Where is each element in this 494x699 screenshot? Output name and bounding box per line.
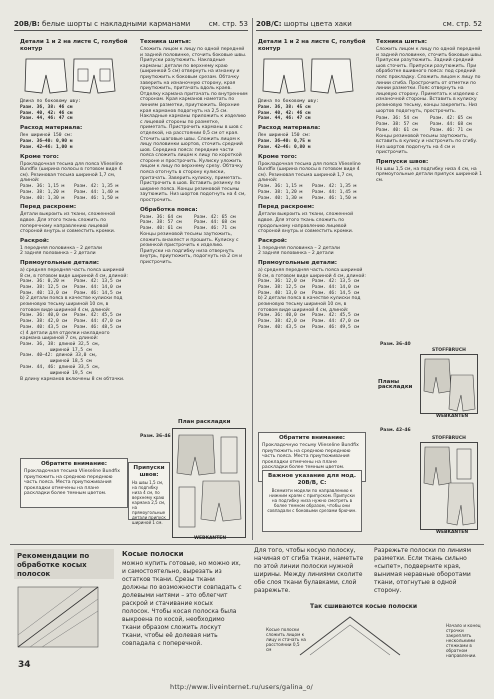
left-rect-b-size: Разм. 44: 47,0 см: [74, 319, 122, 325]
left-elastic-size: Разм. 44: 1,40 м: [74, 189, 119, 195]
left-cut-title: Перед раскроем:: [20, 204, 77, 211]
recommendations-title-box: [14, 549, 114, 579]
right-rect-b-size: Разм. 36: 40,0 см: [258, 313, 306, 319]
left-rect-grid: [20, 279, 128, 296]
left-lengths: [20, 99, 128, 122]
left-shorts-front-outline: [25, 59, 67, 93]
left-layout-plan: [172, 428, 246, 538]
left-elastic-size: Разм. 36: 1,15 м: [20, 183, 65, 189]
left-layout-line: 1 передняя половинка – 2 детали: [20, 245, 102, 251]
left-layout-title: Раскрой:: [20, 237, 49, 244]
right-layout-pieces-1: [421, 355, 477, 413]
left-rect-size: Разм. 42: 13,5 см: [74, 279, 122, 285]
left-elastic-grid: [20, 184, 128, 201]
right-layout-piece: [424, 359, 451, 393]
left-tech-size: Разм. 46: 71 см: [194, 226, 236, 232]
left-layout-rect: [221, 437, 237, 473]
left-rect-b-grid: [20, 313, 128, 330]
left-header: [14, 18, 248, 31]
bias-title: Косые полоски: [122, 550, 184, 558]
left-rect-c-size: шириной 17,5 см: [50, 347, 92, 353]
left-rect-b-size: Разм. 36: 40,0 см: [20, 313, 68, 319]
bias-strip-column-3: [374, 547, 484, 595]
left-rect-c-size: Разм. 44, 46: длиной 33,5 см,: [20, 365, 101, 371]
source-url: http://www.liveinternet.ru/users/galina_o/: [170, 683, 313, 691]
right-length-line: Длина по боковому шву:: [258, 99, 319, 104]
left-material-line: Лен шириной 150 см:: [20, 133, 73, 139]
left-material-title: Расход материала:: [20, 125, 83, 132]
page-number: 34: [18, 660, 31, 670]
left-tech-block: [140, 36, 248, 410]
strip-seam-line: [310, 625, 390, 655]
right-layout-line: 1 передняя половинка – 2 детали: [258, 245, 340, 251]
left-rect-c-list: [20, 342, 128, 377]
left-length-line: Разм. 40, 42: 46 см: [20, 110, 73, 116]
left-rect-c-size: Разм. 36, 38: длиной 32,5 см,: [20, 341, 101, 347]
right-plan-fold-2: STOFFBRUCH: [432, 436, 466, 441]
bias-fabric-diagram: [14, 583, 114, 653]
left-rect-b-size: Разм. 40: 43,5 см: [20, 324, 68, 330]
left-tech-sizes: [140, 215, 248, 232]
left-rect-text: а) средняя передняя часть пояса шириной 8 см, в готовом виде шириной 4 см, длиной:: [20, 267, 128, 279]
right-rect-size: Разм. 38: 12,5 см: [258, 284, 306, 290]
right-layout-line: 2 задняя половинка – 2 детали: [258, 251, 334, 257]
left-rect-b-size: Разм. 38: 42,0 см: [20, 319, 68, 325]
strip-join-outline: [300, 617, 400, 655]
left-shorts-back-outline: [73, 59, 115, 93]
left-tech-size: Разм. 40: 61 см: [140, 226, 182, 232]
right-rect-b-grid: [258, 313, 366, 330]
left-elastic-size: Разм. 46: 1,50 м: [74, 195, 119, 201]
right-rect-size: Разм. 46: 14,5 см: [312, 290, 360, 296]
right-elastic-size: Разм. 36: 1,15 м: [258, 183, 303, 189]
right-also-title: Кроме того:: [258, 153, 297, 160]
left-tech-size: Разм. 38: 57 см: [140, 220, 182, 226]
left-layout-line: 2 задняя половинка – 2 детали: [20, 251, 96, 257]
left-rect-c: c) 4 детали для отделки накладного кармана шириной 7 см, длиной:: [20, 330, 110, 342]
recommendations-title: Рекомендации по обработке косых полосок: [17, 552, 90, 578]
right-tech-size: Разм. 44: 68 см: [430, 121, 472, 127]
left-seam-box: [128, 462, 170, 525]
important-note-box: [262, 470, 362, 532]
right-elastic-size: Разм. 46: 1,50 м: [312, 195, 357, 201]
right-material-title: Расход материала:: [258, 125, 321, 132]
left-also-title: Кроме того:: [20, 153, 59, 160]
right-layout-piece: [449, 375, 475, 411]
right-lengths: [258, 99, 366, 122]
left-rect-b-size: Разм. 46: 48,5 см: [74, 324, 122, 330]
right-cut-title: Перед раскроем:: [258, 204, 315, 211]
left-rect-size: Разм. 46: 14,5 см: [74, 290, 122, 296]
right-rect-size: Разм. 40: 13,0 см: [258, 290, 306, 296]
right-tech-size: Разм. 40: 61 см: [376, 127, 418, 133]
left-also-text: Прокладочная тесьма для пояса Vlieseline Bundfix (ширина полосы в готовом виде 4 см). Резиновая тесьма шириной 1,7 см, длиной:: [20, 161, 123, 184]
left-rect-c-size: шириной 19,5 см: [50, 370, 92, 376]
right-length-line: Разм. 36, 38: 45 см: [258, 104, 311, 110]
left-header-number: 20В/В:: [14, 20, 40, 28]
left-shorts-diagram: [20, 55, 120, 97]
left-elastic-size: Разм. 42: 1,35 м: [74, 183, 119, 189]
left-rect-b: b) 2 детали пояса в качестве кулиски под резиновую тесьму шириной 10 см, в готовом виде шириной 4 см, длиной:: [20, 296, 123, 313]
bias-strip-column-1: [122, 547, 242, 648]
right-material-line: Лен шириной 150 см:: [258, 133, 311, 139]
right-layout-pieces-2: [421, 443, 477, 529]
right-tech-size: Разм. 36: 54 см: [376, 116, 418, 122]
right-note-title: Обратите внимание:: [278, 435, 346, 441]
right-tech-size: Разм. 46: 71 см: [430, 127, 472, 133]
left-elastic-size: Разм. 38: 1,20 м: [20, 189, 65, 195]
right-elastic-size: Разм. 44: 1,45 м: [312, 189, 357, 195]
right-material-line: Разм. 36–40: 0,75 м: [258, 138, 311, 144]
right-rect-size: Разм. 44: 14,0 см: [312, 284, 360, 290]
left-material: [20, 133, 128, 150]
left-note-title: Обратите внимание:: [40, 461, 108, 467]
left-rect-size: Разм. 44: 14,0 см: [74, 284, 122, 290]
left-layout-piece: [177, 435, 215, 475]
right-shorts-diagram: [258, 55, 358, 97]
left-tech-size: Разм. 44: 68 см: [194, 220, 236, 226]
left-layout-piece: [201, 481, 241, 521]
left-layout-rect: [179, 487, 195, 527]
right-seam-text: На швы 1,5 см, на подгибку низа 4 см, на прямоугольные детали припуск шириной 1 см.: [376, 166, 482, 184]
left-tech-sizes-title: Обработка пояса:: [140, 206, 198, 213]
page-divider: [252, 18, 253, 540]
left-parts-title: Детали 1 и 2 на листе С, голубой контур: [20, 39, 128, 52]
right-header: [256, 18, 482, 31]
right-rect-b-size: Разм. 44: 47,0 см: [312, 319, 360, 325]
left-plan-title: План раскладки: [178, 419, 231, 425]
right-plan-sizes: Разм. 36–40: [380, 342, 411, 347]
important-note-title: Важное указание для мод. 20В/В, С:: [267, 473, 357, 486]
right-material-line: Разм. 42–46: 0,80 м: [258, 144, 311, 150]
right-note-text: Прокладочную тесьму Vlieseline Bundfix приутюжить на среднюю переднюю часть пояса. Места приутюживания прокладки отмечены на плане раскладки более темным цветом.: [262, 443, 359, 471]
left-note-text: Прокладочная тесьма Vlieseline Bundfix приутюжить на среднюю переднюю часть пояса. Места приутюживания прокладки отмечены на плане раскладки более темным цветом.: [24, 469, 120, 497]
bias-text: можно купить готовые, но можно их, и самостоятельно, вырезать из остатков ткани. Срезы ткани должны по возможности совпадать с долевыми нитями – это облегчит раскрой и стачивание косых полосок. Чтобы косая полоска была выкроена по косой, необходимо ткани образом сложить лоскут ткани, чтобы её долевая нить совпадала с поперечной.: [122, 560, 242, 647]
right-header-title: шорты цвета хаки: [283, 20, 352, 28]
right-rect-b: b) 2 детали пояса в качестве кулиски под резиновую тесьму шириной 10 см, в готовом виде шириной 4 см, длиной:: [258, 296, 361, 313]
left-layout-pieces: [173, 429, 245, 537]
right-rect-text: а) средняя передняя часть пояса шириной 8 см, в готовом виде шириной 4 см, длиной:: [258, 267, 366, 279]
left-tech-tail: Концы резиновой тесьмы заутюжить, сложить внахлест и прошить. Кулиску с резинкой пристрочить к изделию. Припуски на подгибку низа отвернуть внутрь, приутюжить, подогнуть на 2 см и пристрочить.: [140, 232, 243, 265]
right-rect-b-size: Разм. 42: 45,5 см: [312, 313, 360, 319]
right-rect-b-size: Разм. 46: 49,5 см: [312, 324, 360, 330]
right-elastic-size: Разм. 38: 1,20 м: [258, 189, 303, 195]
left-elastic-size: Разм. 40: 1,30 м: [20, 195, 65, 201]
how-sewn-title: Так сшиваются косые полоски: [310, 603, 418, 610]
right-cut-text: Детали выкроить из ткани, сложенной вдвое. Для этого ткань сложить по продольному направлению лицевой стороной внутрь и совместить кромки.: [258, 212, 354, 235]
left-rect-size: Разм. 36: 0,20 м: [20, 279, 65, 285]
right-header-number: 20В/С:: [256, 20, 282, 28]
left-seam-title: Припуски швов:: [133, 465, 165, 478]
left-seam-text: На швы 1,5 см, на подгибку низа 4 см, по верхнему краю кармана 2,5 см, на прямоугольные детали припуск шириной 1 см.: [132, 480, 166, 525]
left-tech-size: Разм. 42: 65 см: [194, 214, 236, 220]
right-also-text: Прокладочная тесьма для пояса Vlieseline Bundfix (ширина полосы в готовом виде 4 см). Резиновая тесьма шириной 1,7 см, длиной:: [258, 161, 361, 184]
right-layout-rect: [457, 449, 471, 479]
right-length-line: Разм. 44, 46: 47 см: [258, 116, 311, 122]
right-tech-block: [376, 36, 484, 336]
left-header-ref: см. стр. 53: [208, 20, 248, 28]
left-tech-text: Сложить лицом к лицу по одной передней и задней половинке, сточить боковые швы. Припуски разутюжить. Накладные карманы: детали по верхнему краю (ширинкой 5 см) отвернуть на изнанку и приутюжить к боковым срезам. Обтачку заверить на изнаночную сторону, края приутюжить, притачать вдоль краев. Отделку кармана притачать по внутренним сторонам. Края карманов наметать по линиям разметки, приутюжить. Верхние края карманов подогнуть на 2,5 см. Накладные карманы приложить к изделию с лицевой стороны по разметке, приметать. Пристрочить карманы в шов с отделкой, на расстоянии 0,5 см от края. Сточить шаговые швы. Сложить лицом к лицу половинки шортов, сточить средний шов. Середина пояса: передние части пояса сложить лицом к лицу по короткой стороне и прострочить. Кулиску уложить лицом к лицу по верхнему срезу. Обтачку пояса отогнуть в сторону кулиски, притачать. Заверить кулиску, приметать. Пристрочить в шов. Вставить резинку по ширине пояса. Концы резиновой тесьмы заутюжить. Низ шортов подогнуть на 4 см, прострочить.: [140, 47, 248, 204]
right-tech-size: Разм. 42: 65 см: [430, 116, 472, 122]
right-rect-grid: [258, 279, 366, 296]
left-rect-size: Разм. 40: 13,0 см: [20, 290, 68, 296]
left-tech-size: Разм. 36: 64 см: [140, 214, 182, 220]
bias-strip-column-2: [254, 547, 364, 595]
bias-col3-text: Разрежьте полоски по линиям разметки. Если ткань сильно «сыпет», подверните края, вынимая неравные оборотами ткани, отогнутые в одной сторону.: [374, 547, 472, 594]
right-rect-b-size: Разм. 40: 43,5 см: [258, 324, 306, 330]
right-tech-title: Техника шитья:: [376, 39, 427, 45]
bias-col2-text: Для того, чтобы косую полоску, начиная от сгиба ткани, наметьте по этой линии полоски нужной ширины. Между линиями сколите обе слоя ткани булавками, слой разрежьте.: [254, 547, 364, 594]
right-layout-plan-1: [420, 354, 478, 414]
right-parts-title: Детали 1 и 2 на листе С, голубой контур: [258, 39, 366, 52]
right-layout-piece: [424, 447, 451, 485]
right-rect-title: Прямоугольные детали:: [258, 259, 337, 266]
bias-strip-section: [10, 544, 484, 663]
left-rect-size: Разм. 38: 12,5 см: [20, 284, 68, 290]
right-plan-fold: STOFFBRUCH: [432, 348, 466, 353]
important-note-text: Всемиэти модели по направлению к нижним краям с припуском. Припуски на подгибку низа нужно смотреть в более темном образом, чтобы они совпадали с боковыми срезами брючин.: [267, 488, 357, 513]
strip-label-2: Начало и конец строчки закреплять несколькими стежками в обратном направлении.: [446, 623, 481, 658]
right-rect-size: Разм. 36: 12,0 см: [258, 279, 306, 285]
right-seam-title: Припуски швов:: [376, 158, 429, 165]
left-rect-title: Прямоугольные детали:: [20, 259, 99, 266]
left-cut-text: Детали выкроить из ткани, сложенной вдвое. Для этого ткань сложить по поперечному направлению лицевой стороной внутрь и совместить кромки.: [20, 212, 116, 235]
right-elastic-size: Разм. 40: 1,30 м: [258, 195, 303, 201]
right-rect-b-size: Разм. 38: 42,0 см: [258, 319, 306, 325]
left-material-line: Разм. 42–46: 1,00 м: [20, 144, 73, 150]
left-plan-selvage: WEBKANTEN: [194, 536, 227, 541]
strip-label-1: Косые полоски сложить лицом к лицу и стачать на расстоянии 0,5 см: [266, 627, 307, 652]
right-shorts-back-outline: [311, 59, 353, 93]
left-material-line: Разм. 36–40: 0,90 м: [20, 138, 73, 144]
right-tech-text: Сложить лицом к лицу по одной передней и задней половинке, сточить боковые швы. Припуски разутюжить. Задний средний шов сточить. Припуски разутюжить. При обработке вшивного пояса: под средний пояс прокладку. Сложить лицом к лицу по линии сгиба. Прострочить от отметки по линии разметки. Пояс отвернуть на лицевую сторону. Приметать к изделию с изнаночной стороны. Вставить в кулиску резиновую тесьму, концы закрепить. Низ шортов подогнуть, прострочить.: [376, 47, 483, 114]
right-plan-selvage-1: WEBKANTEN: [436, 414, 469, 419]
right-layout-title: Раскрой:: [258, 237, 287, 244]
left-rect-c-size: шириной 18,5 см: [50, 359, 92, 365]
right-tech-sizes: [376, 116, 484, 133]
left-length-line: Разм. 36, 38: 46 см: [20, 104, 73, 110]
right-rect-size: Разм. 42: 13,5 см: [312, 279, 360, 285]
right-elastic-grid: [258, 184, 366, 201]
right-plan-sizes-2: Разм. 42–46: [380, 428, 411, 433]
left-note-box: [20, 458, 128, 508]
right-material: [258, 133, 366, 150]
right-plan-selvage-2: WEBKANTEN: [436, 530, 469, 535]
right-shorts-front-outline: [263, 59, 305, 93]
left-length-line: Длина по боковому шву:: [20, 99, 81, 104]
left-rect-b-size: Разм. 42: 45,5 см: [74, 313, 122, 319]
left-tech-title: Техника шитья:: [140, 39, 191, 45]
right-layout-piece: [447, 483, 475, 525]
right-tech-tail: Концы резиновой тесьмы заутюжить, вставить в кулису и настрочить по сгибу. Низ шортов подогнуть на 4 см и пристрочить.: [376, 133, 478, 156]
right-tech-size: Разм. 38: 57 см: [376, 121, 418, 127]
left-instructions: [20, 36, 128, 456]
left-header-title: белые шорты с накладными карманами: [42, 20, 191, 28]
right-plan-title: Планы раскладки: [378, 379, 413, 390]
right-header-ref: см. стр. 52: [442, 20, 482, 28]
left-rect-c-size: Разм. 40–42: длиной 33,0 см,: [20, 353, 98, 359]
right-elastic-size: Разм. 42: 1,35 м: [312, 183, 357, 189]
left-rect-c-tail: В длину карманов включены 8 см обтачки.: [20, 376, 125, 382]
right-length-line: Разм. 40, 42: 46 см: [258, 110, 311, 116]
right-instructions: [258, 36, 366, 430]
right-layout-plan-2: [420, 442, 478, 530]
left-length-line: Разм. 44, 46: 47 см: [20, 116, 73, 122]
left-plan-sizes: Разм. 36–46: [140, 434, 171, 439]
